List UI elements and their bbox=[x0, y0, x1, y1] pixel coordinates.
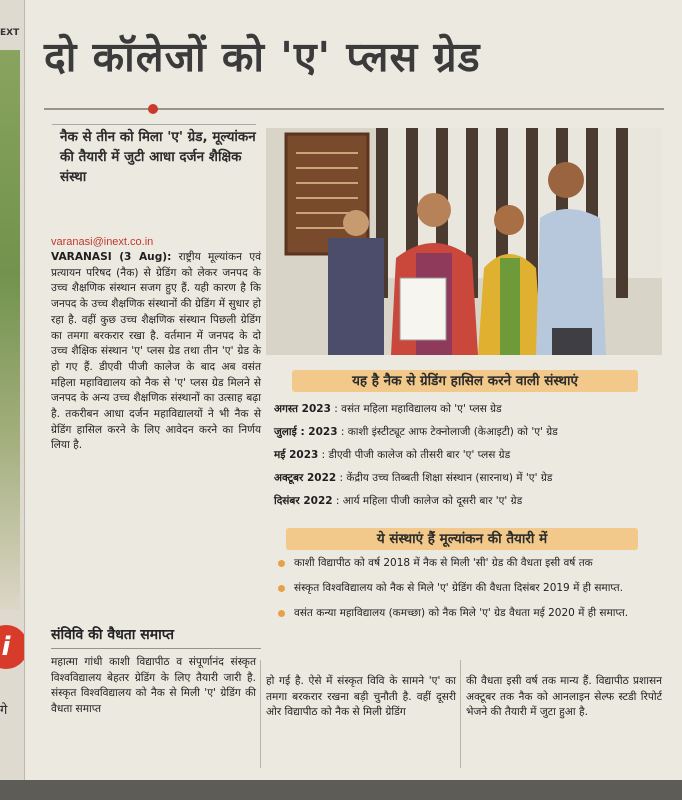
pending-item-text: वसंत कन्या महाविद्यालय (कमच्छा) को नैक मिले 'ए' ग्रेड वैधता मई 2020 में ही समाप्त. bbox=[294, 607, 629, 619]
bullet-icon bbox=[278, 585, 285, 592]
list-item bbox=[274, 444, 664, 467]
subheading: संविवि की वैधता समाप्त bbox=[51, 625, 261, 649]
list-item bbox=[278, 581, 662, 596]
article-column-2: हो गई है. ऐसे में संस्कृत विवि के सामने 'ए' का तमगा बरकरार रखना बड़ी चुनौती है. वहीं दूसरी ओर विद्यापीठ को नैक से मिली ग्रेडिंग bbox=[266, 675, 456, 719]
grade-date: मई 2023 bbox=[274, 449, 319, 461]
edge-tag: EXT bbox=[0, 28, 20, 38]
edge-photo bbox=[0, 50, 20, 610]
adjacent-page-strip bbox=[0, 0, 25, 800]
list-item bbox=[278, 556, 662, 571]
grade-detail: : डीएवी पीजी कालेज को तीसरी बार 'ए' प्लस ग्रेड bbox=[318, 449, 511, 461]
grade-detail: : वसंत महिला महाविद्यालय को 'ए' प्लस ग्रेड bbox=[330, 403, 502, 415]
list-item bbox=[274, 490, 664, 513]
headline-divider bbox=[44, 108, 664, 110]
grade-date: अगस्त 2023 bbox=[274, 403, 331, 415]
graded-institutions-heading: यह है नैक से ग्रेडिंग हासिल करने वाली संस्थाएं bbox=[292, 370, 638, 392]
list-item bbox=[274, 421, 664, 444]
grade-detail: : केंद्रीय उच्च तिब्बती शिक्षा संस्थान (सारनाथ) में 'ए' ग्रेड bbox=[336, 472, 553, 484]
news-photo bbox=[266, 128, 662, 355]
pending-item-text: काशी विद्यापीठ को वर्ष 2018 में नैक से मिली 'सी' ग्रेड की वैधता इसी वर्ष तक bbox=[294, 557, 593, 569]
article-intro bbox=[51, 250, 261, 454]
headline: दो कॉलेजों को 'ए' प्लस ग्रेड bbox=[44, 33, 481, 81]
column-divider bbox=[260, 660, 261, 768]
bullet-icon bbox=[278, 610, 285, 617]
grade-date: जुलाई : 2023 bbox=[274, 426, 338, 438]
list-item bbox=[274, 398, 664, 421]
deck-summary: नैक से तीन को मिला 'ए' ग्रेड, मूल्यांकन की तैयारी में जुटी आधा दर्जन शैक्षिक संस्था bbox=[60, 129, 256, 185]
article-column-3: की वैधता इसी वर्ष तक मान्य हैं. विद्यापीठ प्रशासन अक्टूबर तक नैक को आनलाइन सेल्फ स्टडी रिपोर्ट भेजने की तैयारी में जुटा हुआ है. bbox=[466, 675, 662, 719]
grade-detail: : काशी इंस्टीट्यूट आफ टेक्नोलाजी (केआइटी) को 'ए' ग्रेड bbox=[337, 426, 558, 438]
list-item bbox=[274, 467, 664, 490]
graded-institutions-list bbox=[274, 398, 664, 513]
grade-date: दिसंबर 2022 bbox=[274, 495, 333, 507]
bullet-icon bbox=[278, 560, 285, 567]
column-divider bbox=[460, 660, 461, 768]
article-column-1: महात्मा गांधी काशी विद्यापीठ व संपूर्णानंद संस्कृत विश्वविद्यालय बेहतर ग्रेडिंग के लिए तैयारी जारी है. संस्कृत विश्वविद्यालय को नैक से मिली 'ए' ग्रेडिंग की वैधता समाप्त bbox=[51, 656, 256, 716]
byline-email: varanasi@inext.co.in bbox=[51, 236, 154, 248]
i-logo-icon: i bbox=[0, 625, 25, 669]
page-edge bbox=[0, 780, 682, 800]
edge-text-fragment: गे bbox=[0, 703, 8, 718]
grade-date: अक्टूबर 2022 bbox=[274, 472, 337, 484]
grade-detail: : आर्य महिला पीजी कालेज को दूसरी बार 'ए' ग्रेड bbox=[332, 495, 523, 507]
pending-item-text: संस्कृत विश्वविद्यालय को नैक से मिले 'ए' ग्रेडिंग की वैधता दिसंबर 2019 में ही समाप्त. bbox=[294, 582, 623, 594]
list-item bbox=[278, 606, 662, 621]
pending-institutions-list bbox=[278, 556, 662, 631]
deck-divider bbox=[52, 124, 256, 125]
article-intro-text: राष्ट्रीय मूल्यांकन एवं प्रत्यायन परिषद (नैक) से ग्रेडिंग को लेकर जनपद के उच्च शैक्षणिक संस्थान सजग हुए हैं. यही कारण है कि जनपद के उच्च शैक्षणिक संस्थानों की ग्रेडिंग में सुधार हो रहा है. वहीं कुछ उच्च शैक्षणिक संस्थान पिछली ग्रेडिंग का तमगा बरकरार रखा है. वर्तमान में जनपद के दो उच्च शैक्षिक संस्थान 'ए' प्लस ग्रेड तथा तीन 'ए' ग्रेड के हो गए हैं. डीएवी पीजी कालेज के बाद अब वसंत महिला महाविद्यालय को नैक से 'ए' प्लस ग्रेड मिलने से जनपद के अन्य उच्च शैक्षणिक संस्थानों का उत्साह बढ़ा है. तकरीबन आधा दर्जन महाविद्यालयों ने भी नैक से ग्रेडिंग हासिल करने के लिए आवेदन करने का निर्णय लिया है. bbox=[51, 251, 261, 452]
dateline: VARANASI (3 Aug): bbox=[51, 251, 172, 263]
pending-institutions-heading: ये संस्थाएं हैं मूल्यांकन की तैयारी में bbox=[286, 528, 638, 550]
divider-dot-icon bbox=[148, 104, 158, 114]
